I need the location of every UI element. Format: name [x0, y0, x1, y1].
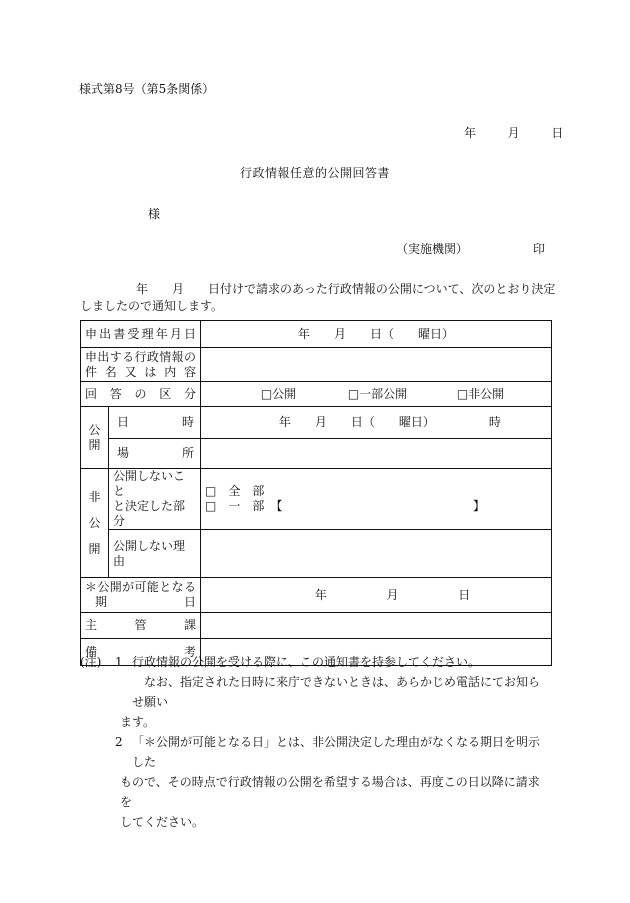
public-group-label: 公 開 — [81, 407, 109, 469]
info-subject-row — [81, 348, 552, 382]
note-1-line-1: 行政情報の公開を受ける際に、この通知書を持参してください。 — [132, 655, 481, 669]
checkbox-all[interactable]: □ 全 部 — [205, 484, 265, 498]
public-datetime-row — [81, 407, 552, 439]
date-month-label: 月 — [507, 126, 520, 140]
remarks-label: 備考 — [81, 639, 201, 666]
checkbox-non-public[interactable]: □非公開 — [456, 386, 505, 401]
department-label: 主管課 — [81, 613, 201, 639]
nonpublic-reason-field[interactable] — [201, 530, 552, 578]
possible-date-field[interactable]: 年 月 日 — [201, 578, 552, 613]
seal-mark: 印 — [533, 242, 546, 256]
answer-category-label: 回答の区分 — [81, 382, 201, 407]
place-field[interactable] — [201, 439, 552, 469]
date-year-label: 年 — [464, 126, 477, 140]
nonpublic-part-row — [81, 469, 552, 530]
note-2 — [80, 732, 550, 772]
nonpublic-reason-label: 公開しない理由 — [109, 530, 201, 578]
receipt-date-label: 申出書受理年月日 — [81, 321, 201, 348]
note-1-line-3: ます。 — [120, 715, 156, 729]
answer-category-options — [201, 382, 552, 407]
note-2-number: 2 — [115, 735, 123, 749]
possible-date-label: ＊公開が可能となる 期 日 — [81, 578, 201, 613]
nonpublic-reason-row — [81, 530, 552, 578]
nonpublic-group-label: 非 公 開 — [81, 469, 109, 578]
possible-date-row — [81, 578, 552, 613]
note-2-line-2: もので、その時点で行政情報の公開を希望する場合は、再度この日以降に請求を — [120, 775, 540, 809]
note-1-line-2: なお、指定された日時に来庁できないときは、あらかじめ電話にてお知らせ願い — [132, 675, 541, 709]
intro-line-2: しましたので通知します。 — [80, 299, 224, 313]
notes-label: (注) — [80, 655, 102, 669]
date-day-label: 日 — [551, 126, 564, 140]
place-label: 場 所 — [109, 439, 201, 469]
nonpublic-part-options — [201, 469, 552, 530]
info-subject-field[interactable] — [201, 348, 552, 382]
organization-label: （実施機関） — [396, 242, 469, 256]
nonpublic-part-label: 公開しないこと と決定した部分 — [109, 469, 201, 530]
public-place-row — [81, 439, 552, 469]
answer-category-row — [81, 382, 552, 407]
intro-line-1: 年 月 日付けで請求のあった行政情報の公開について、次のとおり決定 — [136, 282, 556, 296]
checkbox-partial-public[interactable]: □一部公開 — [347, 386, 408, 401]
note-2-line-3: してください。 — [120, 815, 205, 829]
response-form-table — [80, 320, 552, 666]
issue-date — [464, 124, 563, 141]
receipt-date-row — [81, 321, 552, 348]
department-field[interactable] — [201, 613, 552, 639]
addressee-suffix: 様 — [148, 207, 161, 221]
datetime-label: 日 時 — [109, 407, 201, 439]
checkbox-part[interactable]: □ 一 部 【 】 — [205, 499, 486, 513]
document-title: 行政情報任意的公開回答書 — [239, 166, 390, 180]
notes-section — [80, 652, 550, 832]
note-1 — [80, 652, 550, 672]
department-row — [81, 613, 552, 639]
receipt-date-field[interactable]: 年 月 日（ 曜日） — [201, 321, 552, 348]
note-1-number: 1 — [115, 655, 123, 669]
note-2-line-1: 「＊公開が可能となる日」とは、非公開決定した理由がなくなる期日を明示した — [132, 735, 541, 769]
checkbox-public[interactable]: □公開 — [260, 386, 297, 401]
info-subject-label: 申出する行政情報の 件 名 又 は 内 容 — [81, 348, 201, 382]
datetime-field[interactable]: 年 月 日（ 曜日） 時 — [201, 407, 552, 439]
form-number: 様式第8号（第5条関係） — [79, 82, 215, 96]
